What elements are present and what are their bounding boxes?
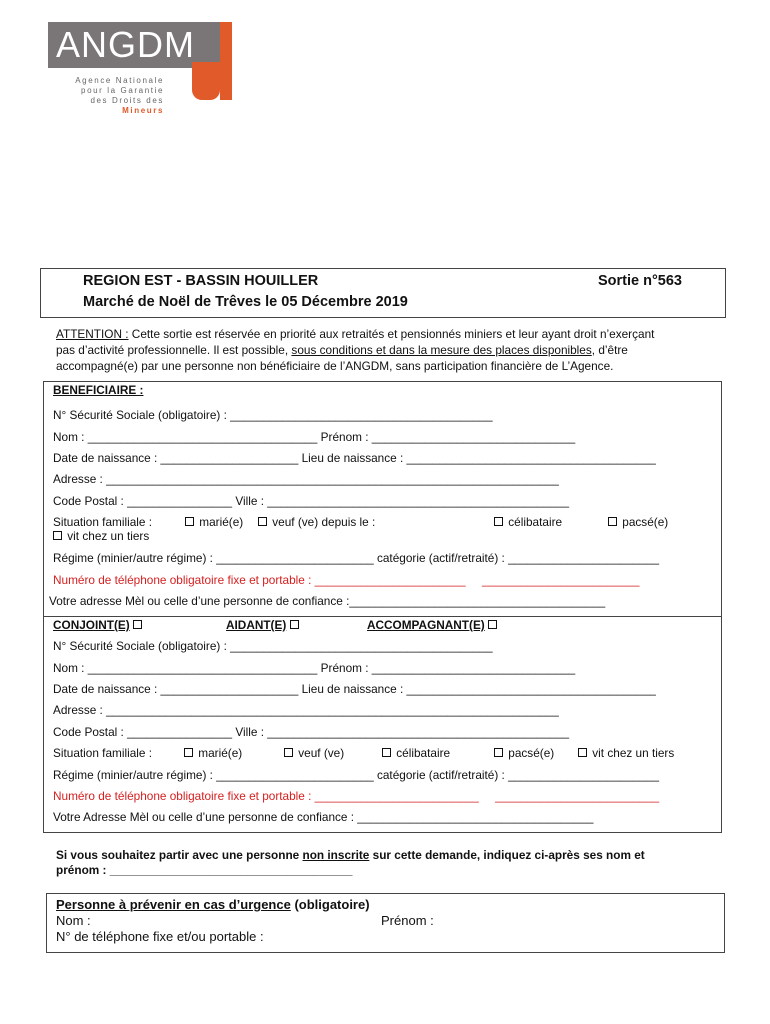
conjoint-cp-field[interactable]: Code Postal : ________________ Ville : ______________________________________________ — [53, 725, 570, 739]
checkbox-icon[interactable] — [494, 748, 503, 757]
conjoint-mel-field[interactable]: Votre Adresse Mèl ou celle d’une personne de confiance : ____________________________________ — [53, 810, 594, 824]
conjoint-secu-field[interactable]: N° Sécurité Sociale (obligatoire) : ________________________________________ — [53, 639, 493, 653]
checkbox-icon[interactable] — [382, 748, 391, 757]
conjoint-situation-label: Situation familiale : — [53, 746, 153, 760]
beneficiaire-nom-field[interactable]: Nom : ___________________________________ Prénom : _______________________________ — [53, 430, 576, 444]
checkbox-icon[interactable] — [578, 748, 587, 757]
logo-accent-hook — [192, 62, 220, 100]
conjoint-option[interactable]: CONJOINT(E) — [53, 618, 144, 632]
beneficiaire-heading: BENEFICIAIRE : — [53, 383, 144, 397]
urgence-heading: Personne à prévenir en cas d’urgence (obligatoire) — [56, 897, 370, 912]
urgence-prenom-field[interactable]: Prénom : — [381, 913, 434, 928]
logo-wordmark: ANGDM — [56, 24, 195, 65]
beneficiaire-pacse-option[interactable]: pacsé(e) — [608, 515, 668, 529]
region-title: REGION EST - BASSIN HOUILLER — [83, 273, 319, 289]
attention-line1: ATTENTION : Cette sortie est réservée en priorité aux retraités et pensionnés miniers et leur ayant droit n’exerçant — [56, 327, 655, 341]
checkbox-icon[interactable] — [184, 748, 193, 757]
logo-accent-bar — [220, 22, 232, 100]
event-title: Marché de Noël de Trêves le 05 Décembre 2019 — [83, 294, 408, 310]
sortie-number: Sortie n°563 — [598, 273, 682, 289]
attention-line2: pas d’activité professionnelle. Il est possible, sous conditions et dans la mesure des places disponibles, d’être — [56, 343, 628, 357]
conjoint-celibataire-option[interactable]: célibataire — [382, 746, 450, 760]
conjoint-pacse-option[interactable]: pacsé(e) — [494, 746, 554, 760]
checkbox-icon[interactable] — [258, 517, 267, 526]
conjoint-marie-option[interactable]: marié(e) — [184, 746, 242, 760]
conjoint-naissance-field[interactable]: Date de naissance : _____________________ Lieu de naissance : ______________________________________ — [53, 682, 656, 696]
beneficiaire-adresse-field[interactable]: Adresse : _____________________________________________________________________ — [53, 472, 559, 486]
attention-line3: accompagné(e) par une personne non bénéficiaire de l’ANGDM, sans participation financière de L’Agence. — [56, 359, 614, 373]
beneficiaire-telephone-field[interactable]: Numéro de téléphone obligatoire fixe et portable : _______________________ ________________________ — [53, 573, 640, 587]
beneficiaire-veuf-option[interactable]: veuf (ve) depuis le : — [258, 515, 375, 529]
conjoint-veuf-option[interactable]: veuf (ve) — [284, 746, 344, 760]
checkbox-icon[interactable] — [290, 620, 299, 629]
non-inscrite-line1: Si vous souhaitez partir avec une personne non inscrite sur cette demande, indiquez ci-après ses nom et — [56, 848, 645, 862]
checkbox-icon[interactable] — [488, 620, 497, 629]
beneficiaire-cp-field[interactable]: Code Postal : ________________ Ville : ______________________________________________ — [53, 494, 570, 508]
logo-subtitle — [56, 76, 164, 116]
beneficiaire-naissance-field[interactable]: Date de naissance : _____________________ Lieu de naissance : ______________________________________ — [53, 451, 656, 465]
conjoint-regime-field[interactable]: Régime (minier/autre régime) : ________________________ catégorie (actif/retraité) : _______________________ — [53, 768, 660, 782]
attention-paragraph — [56, 326, 726, 374]
checkbox-icon[interactable] — [494, 517, 503, 526]
aidant-option[interactable]: AIDANT(E) — [226, 618, 301, 632]
checkbox-icon[interactable] — [53, 531, 62, 540]
checkbox-icon[interactable] — [185, 517, 194, 526]
checkbox-icon[interactable] — [133, 620, 142, 629]
logo-subtitle-line3: des Droits des Mineurs — [90, 96, 164, 115]
urgence-telephone-field[interactable]: N° de téléphone fixe et/ou portable : — [56, 929, 264, 944]
beneficiaire-regime-field[interactable]: Régime (minier/autre régime) : ________________________ catégorie (actif/retraité) : _______________________ — [53, 551, 660, 565]
checkbox-icon[interactable] — [284, 748, 293, 757]
checkbox-icon[interactable] — [608, 517, 617, 526]
conjoint-nom-field[interactable]: Nom : ___________________________________ Prénom : _______________________________ — [53, 661, 576, 675]
conjoint-telephone-field[interactable]: Numéro de téléphone obligatoire fixe et portable : _________________________ _________________________ — [53, 789, 660, 803]
urgence-nom-field[interactable]: Nom : — [56, 913, 91, 928]
beneficiaire-marie-option[interactable]: marié(e) — [185, 515, 243, 529]
beneficiaire-tiers-option[interactable]: vit chez un tiers — [53, 529, 149, 543]
logo-subtitle-line1: Agence Nationale — [75, 76, 164, 85]
beneficiaire-mel-field[interactable]: Votre adresse Mèl ou celle d’une personne de confiance :_______________________________________ — [49, 594, 606, 608]
conjoint-adresse-field[interactable]: Adresse : _____________________________________________________________________ — [53, 703, 559, 717]
beneficiaire-secu-field[interactable]: N° Sécurité Sociale (obligatoire) : ________________________________________ — [53, 408, 493, 422]
beneficiaire-situation-label: Situation familiale : — [53, 515, 153, 529]
beneficiaire-celibataire-option[interactable]: célibataire — [494, 515, 562, 529]
accompagnant-option[interactable]: ACCOMPAGNANT(E) — [367, 618, 499, 632]
attention-label: ATTENTION : — [56, 327, 129, 341]
conjoint-tiers-option[interactable]: vit chez un tiers — [578, 746, 674, 760]
non-inscrite-prenom-field[interactable]: prénom : _____________________________________ — [56, 863, 353, 877]
logo-subtitle-line2: pour la Garantie — [81, 86, 164, 95]
form-divider — [43, 616, 722, 617]
